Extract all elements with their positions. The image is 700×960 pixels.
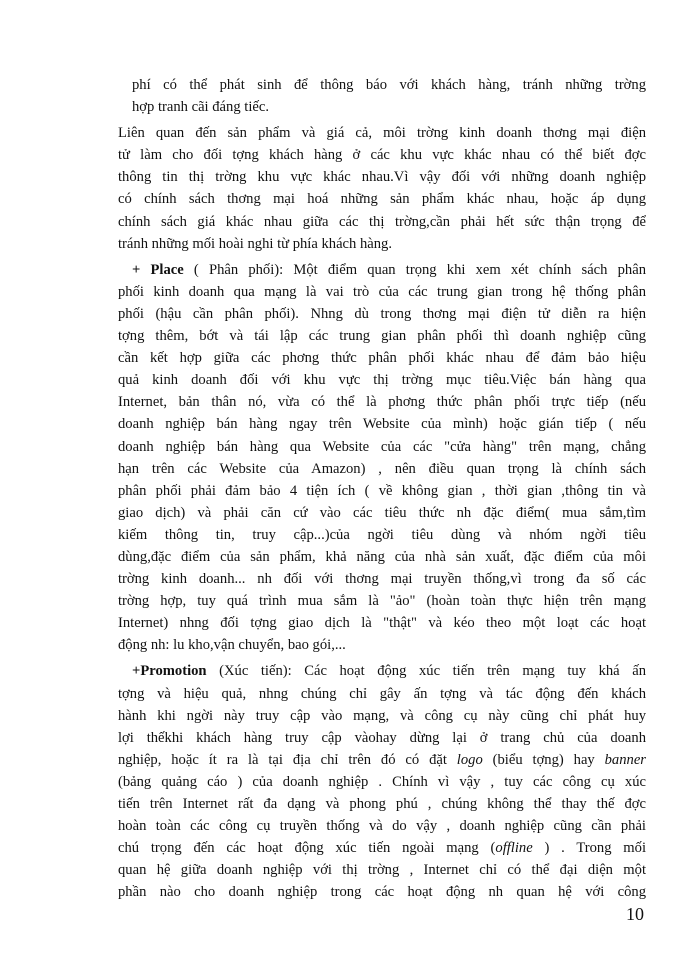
text-line: dùng,đặc điểm của sản phẩm, khả năng của nhà sản xuất, đặc điểm của môi [118, 548, 646, 565]
text-line: Liên quan đến sản phẩm và giá cả, môi trờng kinh doanh thơng mại điện [118, 125, 646, 142]
text-line: động nh: lu kho,vận chuyển, bao gói,... [118, 637, 346, 654]
text-line: chính sách giá khác nhau giữa các thị trờng,cần phải hết sức thận trọng để [118, 213, 646, 230]
text-line: quả kinh doanh đối với khu vực thị trờng mục tiêu.Việc bán hàng qua [118, 372, 646, 389]
text-line: hoàn toàn các công cụ truyền thống và do vậy , doanh nghiệp cũng cần phải [118, 818, 646, 835]
body-text [118, 74, 646, 903]
offline-line-post: ) . Trong mối [532, 840, 646, 857]
logo-line-pre: nghiệp, hoặc ít ra là tại địa chỉ trên đó có đặt [118, 751, 457, 768]
promotion-line-rest: (Xúc tiến): Các hoạt động xúc tiến trên mạng tuy khá ấn [206, 663, 646, 680]
place-prefix: + [132, 261, 151, 278]
text-line: lợi thếkhi khách hàng truy cập vàohay dừng lại ở trang chủ của doanh [118, 729, 646, 746]
text-line: có chính sách thơng mại hoá những sản phẩm khác nhau, hoặc áp dụng [118, 191, 646, 208]
promotion-heading-line [118, 660, 646, 682]
text-line: hợp tranh cãi đáng tiếc. [132, 99, 269, 116]
text-line: (bảng quảng cáo ) của doanh nghiệp . Chính vì vậy , tuy các công cụ xúc [118, 773, 646, 790]
text-line: phối kinh doanh qua mạng là vai trò của các trung gian trong hệ thống phân [118, 283, 646, 300]
place-line-rest: ( Phân phối): Một điểm quan trọng khi xem xét chính sách phân [183, 261, 646, 278]
text-line: quan hệ giữa doanh nghiệp với thị trờng , Internet chỉ có thể đại diện một [118, 862, 646, 879]
text-line: tiến trên Internet rất đa dạng và phong phú , chúng không thể thay thế đợc [118, 796, 646, 812]
text-line: Internet, bản thân nó, vừa có thể là phơng thức phân phối trực tiếp (nếu [118, 394, 646, 411]
text-line: phân phối phải đảm bảo 4 tiện ích ( về không gian , thời gian ,thông tin và [118, 482, 646, 499]
logo-line-mid: (biểu tợng) hay [482, 751, 605, 768]
text-line: tránh những mối hoài nghi từ phía khách hàng. [118, 235, 392, 252]
text-line: tợng thêm, bớt và tái lập các trung gian phân phối thì doanh nghiệp cũng [118, 328, 646, 345]
place-heading-line [118, 259, 646, 281]
text-line: phí có thể phát sinh để thông báo với khách hàng, tránh những trờng [132, 77, 646, 93]
page-number: 10 [626, 904, 644, 924]
text-line: cần kết hợp giữa các phơng thức phân phối khác nhau để đảm bảo hiệu [118, 350, 646, 367]
place-term: Place [150, 261, 184, 278]
text-line: trờng kinh doanh... nh đối với thơng mại truyền thống,vì trong đa số các [118, 571, 646, 588]
promotion-prefix: + [132, 663, 141, 680]
text-line: doanh nghiệp bán hàng qua Website của các "cửa hàng" trên mạng, chẳng [118, 438, 646, 455]
offline-line-pre: chú trọng đến các hoạt động xúc tiến ngoài mạng ( [118, 840, 496, 857]
text-line: hành khi ngời này truy cập vào mạng, và công cụ này cũng chỉ phát huy [118, 707, 646, 724]
text-line: doanh nghiệp bán hàng ngay trên Website của mình) hoặc gián tiếp ( nếu [118, 416, 646, 433]
offline-word: offline [495, 840, 533, 857]
text-line: tử làm cho đối tợng khách hàng ở các khu vực khác nhau có thể biết đợc [118, 147, 646, 164]
text-line: phối (hậu cần phân phối). Nhng dù trong thơng mại điện tử diễn ra hiện [118, 305, 646, 322]
logo-line [118, 749, 646, 771]
text-line: trờng hợp, tuy quá trình mua sắm là "ảo" (hoàn toàn thực hiện trên mạng [118, 593, 646, 610]
banner-word: banner [604, 751, 646, 768]
text-line: phần nào cho doanh nghiệp trong các hoạt động nh quan hệ với công [118, 884, 646, 901]
text-line: thông tin thị trờng khu vực khác nhau.Vì vậy đối với những doanh nghiệp [118, 169, 646, 186]
text-line: giao dịch) và phải căn cứ vào các tiêu thức nh đặc điểm( mua sắm,tìm [118, 504, 646, 521]
promotion-term: Promotion [140, 663, 207, 680]
logo-word: logo [456, 751, 483, 768]
text-line: hạn trên các Website của Amazon) , nên điều quan trọng là chính sách [118, 460, 646, 477]
text-line: tợng và hiệu quả, nhng chúng chỉ gây ấn tợng và tác động đến khách [118, 685, 646, 702]
text-line: Internet) nhng đối tợng giao dịch là "thật" và kéo theo một loạt các hoạt [118, 615, 646, 632]
offline-line [118, 837, 646, 859]
text-line: kiếm thông tin, truy cập...)của ngời tiêu dùng và nhóm ngời tiêu [118, 526, 646, 543]
